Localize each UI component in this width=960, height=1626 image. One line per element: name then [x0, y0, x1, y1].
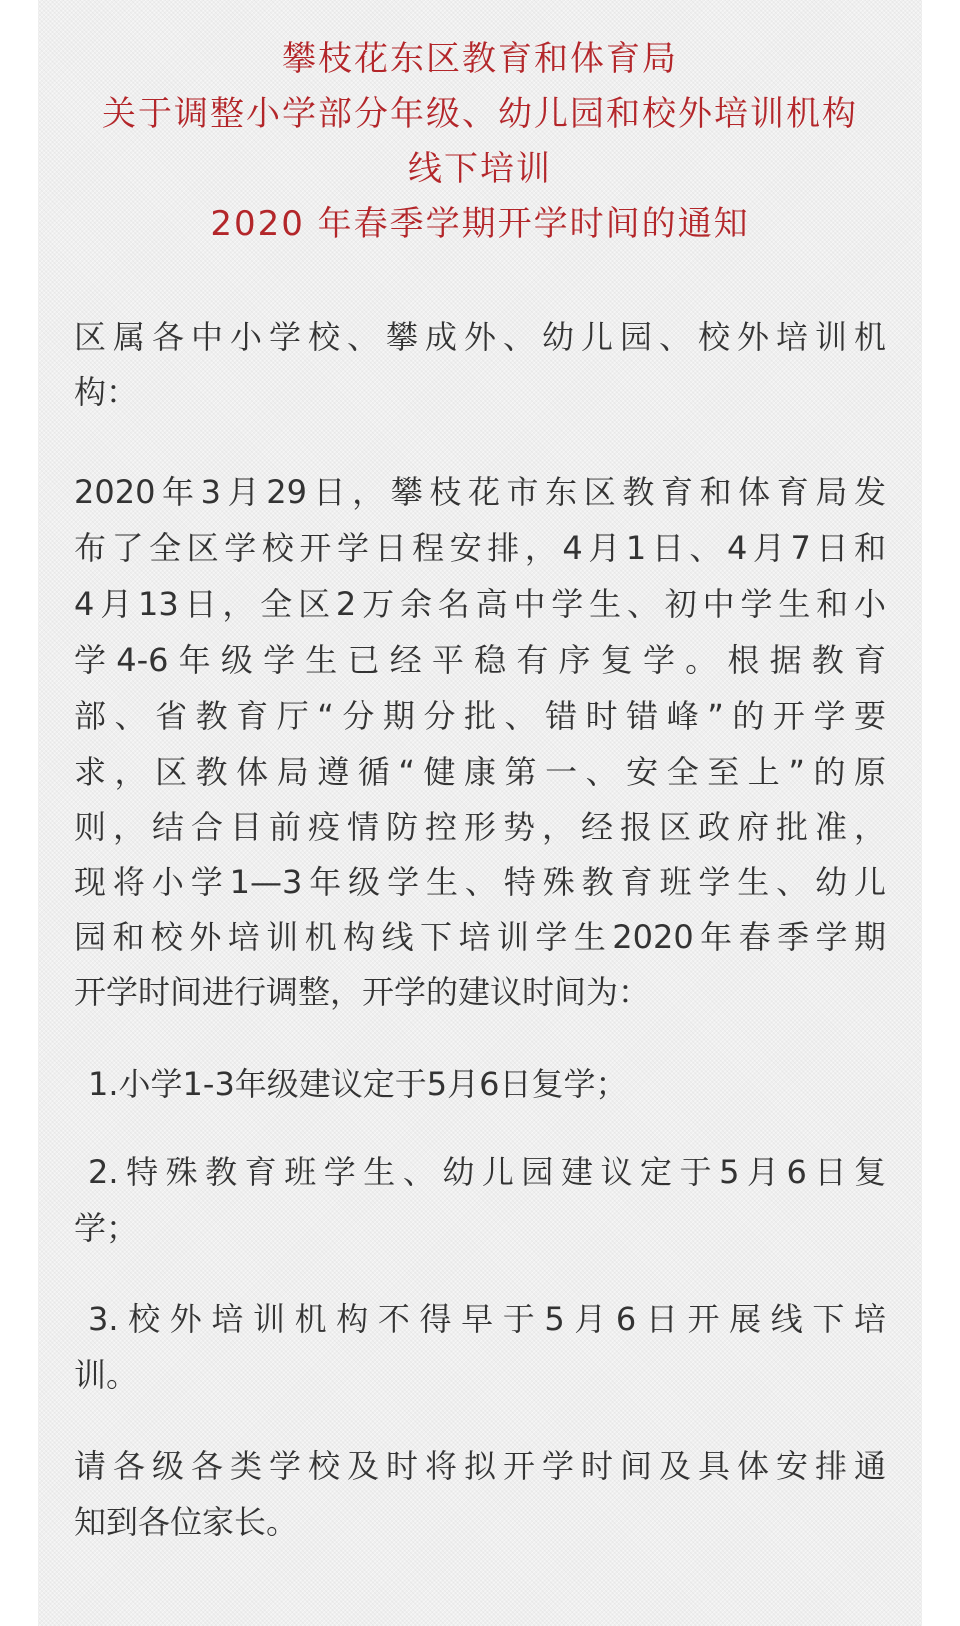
paragraph-line-9: 园和校外培训机构线下培训学生2020年春季学期	[74, 918, 886, 956]
paragraph-line-3: 4月13日，全区2万余名高中学生、初中学生和小	[74, 585, 886, 623]
title-line-4: 2020 年春季学期开学时间的通知	[210, 204, 750, 244]
paragraph-line-10: 开学时间进行调整，开学的建议时间为：	[74, 973, 651, 1011]
paragraph-line-5: 部、省教育厅“分期分批、错时错峰”的开学要	[74, 697, 886, 735]
item-2-line-2: 学；	[74, 1209, 139, 1247]
title-line-3: 线下培训	[408, 149, 552, 189]
item-1-line-1: 1.小学1-3年级建议定于5月6日复学；	[88, 1065, 628, 1103]
title-line-2: 关于调整小学部分年级、幼儿园和校外培训机构	[102, 94, 858, 134]
closing-line-2: 知到各位家长。	[74, 1503, 299, 1541]
salutation-line-2: 构：	[74, 373, 139, 411]
item-2-line-1: 2.特殊教育班学生、幼儿园建议定于5月6日复	[88, 1153, 886, 1191]
paragraph-line-7: 则，结合目前疫情防控形势，经报区政府批准，	[74, 808, 886, 846]
title-line-1: 攀枝花东区教育和体育局	[282, 39, 678, 79]
item-3-line-2: 训。	[74, 1356, 139, 1394]
paragraph-line-4: 学4-6年级学生已经平稳有序复学。根据教育	[74, 641, 886, 679]
paragraph-line-2: 布了全区学校开学日程安排，4月1日、4月7日和	[74, 529, 886, 567]
paragraph-line-1: 2020年3月29日，攀枝花市东区教育和体育局发	[74, 473, 886, 511]
paragraph-line-8: 现将小学1—3年级学生、特殊教育班学生、幼儿	[74, 863, 886, 901]
paragraph-line-6: 求，区教体局遵循“健康第一、安全至上”的原	[74, 753, 886, 791]
closing-line-1: 请各级各类学校及时将拟开学时间及具体安排通	[74, 1447, 886, 1485]
salutation-line-1: 区属各中小学校、攀成外、幼儿园、校外培训机	[74, 318, 886, 356]
item-3-line-1: 3.校外培训机构不得早于5月6日开展线下培	[88, 1300, 886, 1338]
